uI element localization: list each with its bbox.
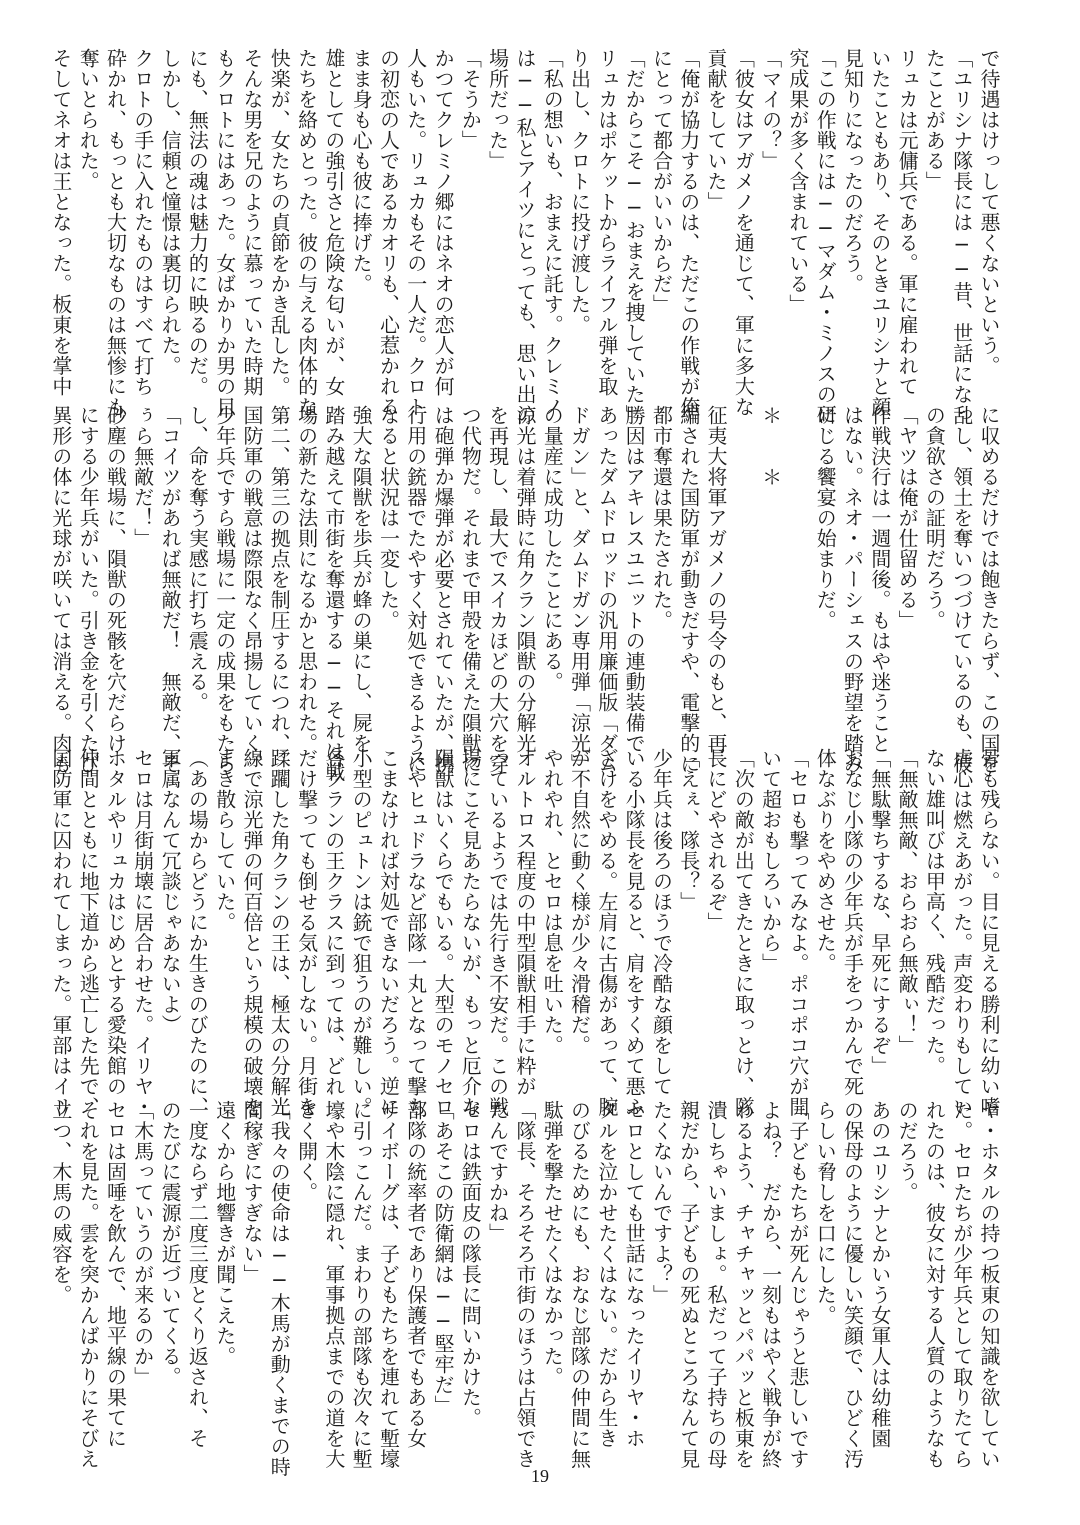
text-line: しかし、信頼と憧憬は裏切られた。 bbox=[158, 48, 183, 376]
text-line: 奪いとられた。 bbox=[76, 48, 101, 192]
text-line: 立つ、木馬の威容を。 bbox=[48, 1100, 73, 1305]
text-line: 編された国防軍が動きだすや、電撃的に bbox=[676, 405, 701, 774]
text-line: たことがある」 bbox=[922, 48, 947, 192]
text-line: 人もいた。リュカもその一人だ。クロト bbox=[403, 48, 428, 417]
text-line: 征夷大将軍アガメノの号令のもと、再 bbox=[704, 405, 729, 754]
text-line: 隕獣はいくらでもいる。大型のモノセロ bbox=[431, 748, 456, 1117]
text-line: にも、無法の魂は魅力的に映るのだ。 bbox=[185, 48, 210, 397]
text-line: 異形の体に光球が咲いては消える。肉も bbox=[48, 405, 73, 774]
text-line: 快楽が、女たちの貞節をかき乱した。 bbox=[267, 48, 292, 397]
text-line: おなじ小隊の少年兵が手をつかんで死 bbox=[840, 748, 865, 1097]
text-line: 「あそこの防衛網は──堅牢だ」 bbox=[431, 1100, 456, 1416]
text-line: 行用の銃器でたやすく対処できるように bbox=[403, 405, 428, 774]
text-line: 「だからこそ──おまえを捜していた」 bbox=[622, 48, 647, 425]
text-block-3 bbox=[48, 748, 1002, 1117]
text-line: リュカは元傭兵である。軍に雇われて bbox=[895, 48, 920, 397]
text-line: 小型のピュトンは銃で狙うのが難しい。 bbox=[349, 748, 374, 1117]
text-line: 「えぇ、隊長？」 bbox=[676, 748, 701, 912]
text-line: きく開く。 bbox=[294, 1100, 319, 1203]
text-line: ホタルやリュカはじめとする愛染館の bbox=[103, 748, 128, 1097]
text-line: 「木馬っていうのが来るのか」 bbox=[130, 1100, 155, 1387]
text-line: 場の新たな法則になるかと思われた。 bbox=[294, 405, 319, 754]
text-line: はない。ネオ・パーシェスの野望を踏み bbox=[840, 405, 865, 774]
text-line: たちを絡めとった。彼の与える肉体的な bbox=[294, 48, 319, 417]
text-line: 各クランの王クラスに到っては、どれ bbox=[321, 748, 346, 1097]
text-line: 部隊の統率者であり保護者でもある女 bbox=[403, 1100, 428, 1449]
text-line: り出し、クロトに投げ渡した。 bbox=[567, 48, 592, 335]
text-line: らしい脅しを口にした。 bbox=[813, 1100, 838, 1326]
text-line: （あの場からどうにか生きのびたのに、 bbox=[185, 748, 210, 1117]
text-line: スやヒュドラなど部隊一丸となって撃ち bbox=[403, 748, 428, 1117]
text-line: 国防軍に囚われてしまった。軍部はイリ bbox=[48, 748, 73, 1117]
text-line: の保母のように優しい笑顔で、ひどく汚 bbox=[840, 1100, 865, 1469]
text-line: 「次の敵が出てきたときに取っとけ、隊 bbox=[731, 748, 756, 1117]
text-line: セロは月街崩壊に居合わせた。イリヤ・ bbox=[130, 748, 155, 1117]
text-line: 勝因はアキレスユニットの連動装備で bbox=[622, 405, 647, 754]
text-line: わるよう、チャチャッとパパッと板東を bbox=[731, 1100, 756, 1469]
text-line: 「無敵無敵、おらおら無敵ぃ！」 bbox=[895, 748, 920, 1056]
text-line: 「隊長、そろそろ市街のほうは占領でき bbox=[512, 1100, 537, 1469]
text-line: 究成果が多く含まれている」 bbox=[785, 48, 810, 315]
text-line: よね？ だから、一刻もはやく戦争が終 bbox=[758, 1100, 783, 1469]
text-line: セロは鉄面皮の隊長に問いかけた。 bbox=[458, 1100, 483, 1428]
text-line: が不自然に動く様が少々滑稽だ。 bbox=[567, 748, 592, 1056]
text-line: 貢献をしていた」 bbox=[704, 48, 729, 212]
text-line: 「彼女はアガメノを通じて、軍に多大な bbox=[731, 48, 756, 417]
text-line: の量産に成功したことにある。 bbox=[540, 405, 565, 692]
text-line: 長にどやされるぞ」 bbox=[704, 748, 729, 933]
text-line: れたのは、彼女に対する人質のようなも bbox=[922, 1100, 947, 1469]
text-line: は砲弾か爆弾が必要とされていたが、携 bbox=[431, 405, 456, 774]
text-line: 砕かれ、もっとも大切なものは無惨にも bbox=[103, 48, 128, 417]
text-line: の貪欲さの証明だろう。 bbox=[922, 405, 947, 631]
text-line: たくないんですよ？」 bbox=[649, 1100, 674, 1305]
text-line: し、命を奪う実感に打ち震える。 bbox=[185, 405, 210, 713]
text-line: 潰しちゃいましょ。私だって子持ちの母 bbox=[704, 1100, 729, 1469]
text-line: を再現し、最大でスイカほどの大穴を穿 bbox=[485, 405, 510, 774]
text-line: 都市奪還は果たされた。 bbox=[649, 405, 674, 631]
text-line: サイボーグは、子どもたちを連れて塹壕 bbox=[376, 1100, 401, 1469]
text-line: 砂塵の戦場に、隕獣の死骸を穴だらけ bbox=[103, 405, 128, 754]
text-line: かつてクレミノ郷にはネオの恋人が何 bbox=[431, 48, 456, 397]
text-line: 乱し、領土を奪いつづけているのも、彼 bbox=[949, 405, 974, 774]
text-line: にじる饗宴の始まりだ。 bbox=[813, 405, 838, 631]
text-line: 一度ならず二度三度とくり返され、そ bbox=[185, 1100, 210, 1449]
text-line: 「無駄撃ちするな、早死にするぞ」 bbox=[867, 748, 892, 1076]
text-line: 「コイツがあれば無敵だ！ 無敵だ、そ bbox=[158, 405, 183, 774]
text-line: 「ユリシナ隊長には──昔、世話になっ bbox=[949, 48, 974, 425]
text-line: 壕や木陰に隠れ、軍事拠点までの道を大 bbox=[321, 1100, 346, 1469]
text-line: オルトロス程度の中型隕獣相手に粋が bbox=[512, 748, 537, 1097]
text-line: まき散らしていた。 bbox=[212, 748, 237, 933]
text-line: 「子どもたちが死んじゃうと悲しいです bbox=[785, 1100, 810, 1469]
text-line: たんですかね」 bbox=[485, 1100, 510, 1244]
text-line: のだろう。 bbox=[895, 1100, 920, 1203]
text-line: いて超おもしろいから」 bbox=[758, 748, 783, 974]
text-line: つ代物だ。それまで甲殻を備えた隕獣に bbox=[458, 405, 483, 774]
text-line: 「この作戦には──マダム・ミノスの研 bbox=[813, 48, 838, 425]
text-line: それを見た。雲を突かんばかりにそびえ bbox=[76, 1100, 101, 1469]
text-line: にする少年兵がいた。引き金を引くたび bbox=[76, 405, 101, 774]
text-line: まま身も心も彼に捧げた。 bbox=[349, 48, 374, 294]
text-line: 親だから、子どもの死ぬところなんて見 bbox=[676, 1100, 701, 1469]
text-line: あのユリシナとかいう女軍人は幼稚園 bbox=[867, 1100, 892, 1449]
text-line: ぅら無敵だ！」 bbox=[130, 405, 155, 549]
text-line: こまなければ対処できないだろう。逆に bbox=[376, 748, 401, 1117]
text-line: だけ撃っても倒せる気がしない。月街を bbox=[294, 748, 319, 1117]
text-line: 骨も残らない。目に見える勝利に幼い嗜 bbox=[977, 748, 1001, 1117]
text-line: 「俺が協力するのは、ただこの作戦が俺 bbox=[676, 48, 701, 417]
text-line: の初恋の人であるカオリも、心惹かれる bbox=[376, 48, 401, 417]
text-line: そんな男を兄のように慕っていた時期 bbox=[239, 48, 264, 397]
text-line: 「ヤツは俺が仕留める」 bbox=[895, 405, 920, 631]
text-line: 「私の想いも、おまえに託す。クレミノ bbox=[540, 48, 565, 417]
text-line: クロトの手に入れたものはすべて打ち bbox=[130, 48, 155, 397]
text-line bbox=[729, 405, 756, 735]
text-line: ヤ・ホタルの持つ板東の知識を欲してい bbox=[977, 1100, 1001, 1469]
text-line: もクロトにはあった。女ばかりか男の目 bbox=[212, 48, 237, 417]
text-line: セロとしても世話になったイリヤ・ホ bbox=[622, 1100, 647, 1449]
text-line: いる小隊長を見ると、肩をすくめて悪ふ bbox=[622, 748, 647, 1117]
text-line: 踏み越えて市街を奪還する──それは戦 bbox=[321, 405, 346, 782]
text-line: そしてネオは王となった。板東を掌中 bbox=[48, 48, 73, 397]
text-line: 軍属なんて冗談じゃあないよ） bbox=[158, 748, 183, 1035]
text-line: 作戦決行は一週間後。もはや迷うこと bbox=[867, 405, 892, 754]
text-line: 体なぶりをやめさせた。 bbox=[813, 748, 838, 974]
text-line: 涼光は着弾時に角クラン隕獣の分解光 bbox=[512, 405, 537, 754]
text-line: やれやれ、とセロは息を吐いた。 bbox=[540, 748, 565, 1056]
text-line bbox=[784, 405, 811, 735]
text-line: は──私とアイツにとっても、思い出の bbox=[512, 48, 537, 425]
text-line: ドガン」と、ダムドガン専用弾「涼光」 bbox=[567, 405, 592, 774]
text-line: 虐心は燃えあがった。声変わりもしてい bbox=[949, 748, 974, 1117]
text-line: あったダムドロッドの汎用廉価版「ダム bbox=[594, 405, 619, 774]
text-line: 場にこそ見あたらないが、もっと厄介な bbox=[458, 748, 483, 1117]
text-line: 線で涼光弾の何百倍という規模の破壊を bbox=[239, 748, 264, 1117]
text-line: タルを泣かせたくはない。だから生き bbox=[594, 1100, 619, 1449]
text-line: 駄弾を撃たせたくはなかった。 bbox=[540, 1100, 565, 1387]
text-line: 「セロも撃ってみなよ。ポコポコ穴が開 bbox=[785, 748, 810, 1117]
text-line: 「マイの？」 bbox=[758, 48, 783, 171]
text-block-2 bbox=[48, 405, 1002, 782]
text-line: 間稼ぎにすぎない」 bbox=[239, 1100, 264, 1285]
text-line: 蹂躙した角クランの王は、極太の分解光 bbox=[267, 748, 292, 1117]
text-line: に収めるだけでは飽きたらず、この国を bbox=[977, 405, 1001, 774]
text-line: ざけをやめる。左肩に古傷があって、腕 bbox=[594, 748, 619, 1117]
text-line: 「我々の使命は──木馬が動くまでの時 bbox=[267, 1100, 292, 1477]
text-line: のびるためにも、おなじ部隊の仲間に無 bbox=[567, 1100, 592, 1469]
text-line: っているようでは先行き不安だ。この戦 bbox=[485, 748, 510, 1117]
text-line: で待遇はけっして悪くないという。 bbox=[977, 48, 1001, 376]
text-line: 雄としての強引さと危険な匂いが、女 bbox=[321, 48, 346, 397]
text-line: 少年兵は後ろのほうで冷酷な顔をして bbox=[649, 748, 674, 1097]
text-line: 国防軍の戦意は際限なく昂揚していく。 bbox=[239, 405, 264, 774]
text-line: いたこともあり、そのときユリシナと顔 bbox=[867, 48, 892, 417]
text-line: 少年兵ですら戦場に一定の成果をもたら bbox=[212, 405, 237, 774]
page-number: 19 bbox=[531, 1466, 549, 1486]
text-line: 強大な隕獣を歩兵が蜂の巣にし、屍を bbox=[349, 405, 374, 754]
text-line: た。セロたちが少年兵として取りたてら bbox=[949, 1100, 974, 1469]
text-line: 仲間とともに地下道から逃亡した先で、 bbox=[76, 748, 101, 1117]
text-block-1 bbox=[48, 48, 1002, 425]
text-line: 遠くから地響きが聞こえた。 bbox=[212, 1100, 237, 1367]
text-line: 見知りになったのだろう。 bbox=[840, 48, 865, 294]
text-line: 第二、第三の拠点を制圧するにつれ、 bbox=[267, 405, 292, 754]
text-line: リュカはポケットからライフル弾を取 bbox=[594, 48, 619, 397]
text-line: 「そうか」 bbox=[458, 48, 483, 151]
text-line: ない雄叫びは甲高く、残酷だった。 bbox=[922, 748, 947, 1076]
text-line: ＊ ＊ bbox=[758, 405, 783, 487]
text-line: のたびに震源が近づいてくる。 bbox=[158, 1100, 183, 1387]
text-line: セロは固唾を飲んで、地平線の果てに bbox=[103, 1100, 128, 1449]
text-line: なると状況は一変した。 bbox=[376, 405, 401, 631]
text-line: 場所だった」 bbox=[485, 48, 510, 171]
text-line: に引っこんだ。まわりの部隊も次々に塹 bbox=[349, 1100, 374, 1469]
text-line: にとって都合がいいからだ」 bbox=[649, 48, 674, 315]
